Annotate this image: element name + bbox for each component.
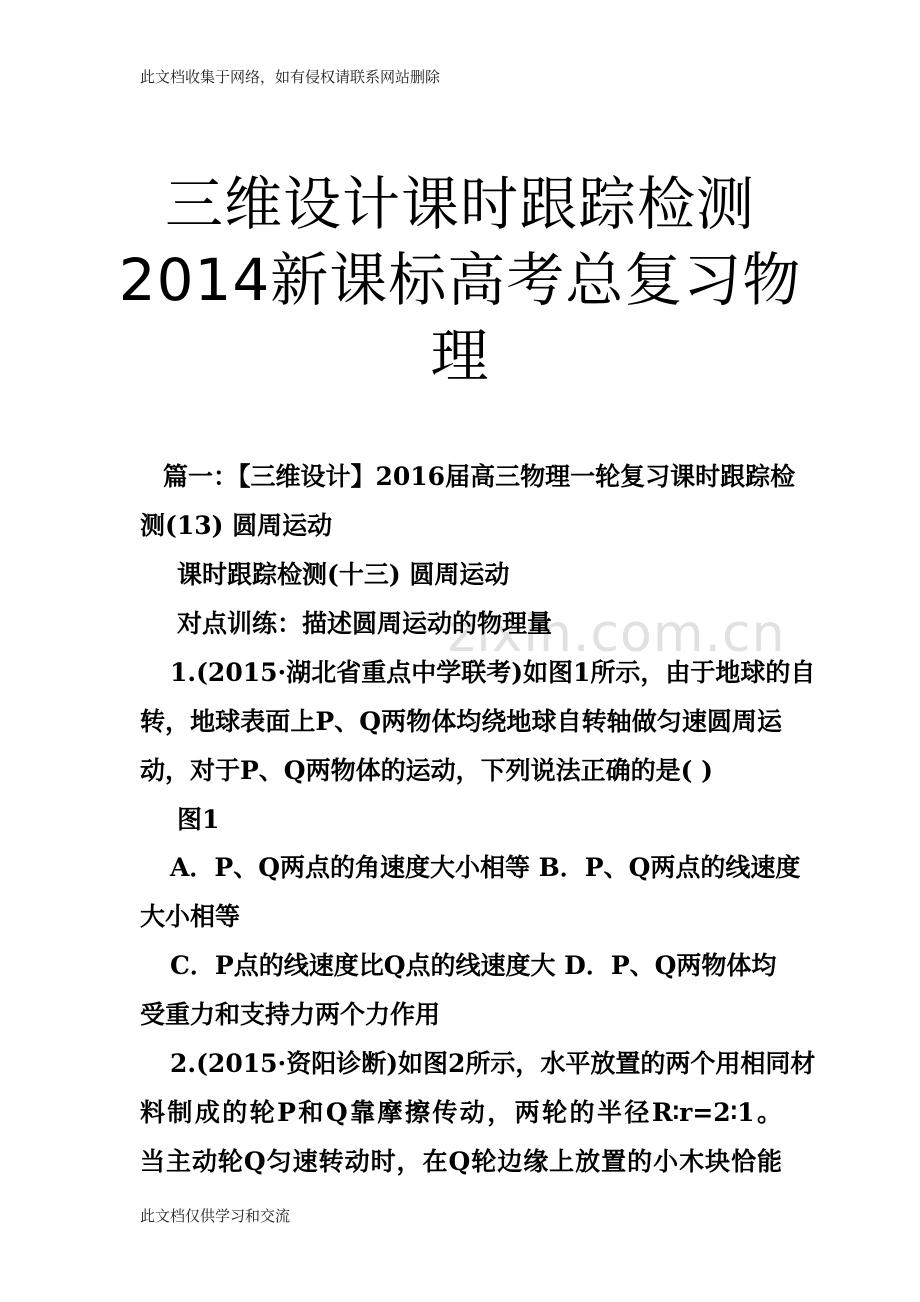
article-heading: 篇一：【三维设计】2016届高三物理一轮复习课时跟踪检: [163, 462, 796, 491]
options-ab: A．P、Q两点的角速度大小相等 B．P、Q两点的线速度: [170, 853, 801, 882]
title-line-2: 2014新课标高考总复习物: [118, 246, 802, 314]
figure-label-1: 图1: [177, 805, 220, 834]
section-title: 课时跟踪检测(十三) 圆周运动: [177, 560, 510, 589]
question-2-line-2: 料制成的轮P和Q靠摩擦传动，两轮的半径R∶r=2∶1。: [140, 1098, 782, 1127]
footer-note: 此文档仅供学习和交流: [140, 1207, 291, 1225]
watermark: zixin.com.cn: [448, 604, 786, 664]
question-1-line-3: 动，对于P、Q两物体的运动，下列说法正确的是( ): [140, 756, 713, 785]
title-line-1: 三维设计课时跟踪检测: [164, 170, 755, 238]
question-2-line-3: 当主动轮Q匀速转动时，在Q轮边缘上放置的小木块恰能: [140, 1147, 782, 1176]
options-cd-cont: 受重力和支持力两个力作用: [140, 1000, 441, 1029]
options-ab-cont: 大小相等: [140, 902, 241, 931]
question-1: 1.(2015·湖北省重点中学联考)如图1所示，由于地球的自: [170, 658, 816, 687]
title-line-3: 理: [430, 322, 490, 390]
document-title: [0, 166, 920, 394]
question-2: 2.(2015·资阳诊断)如图2所示，水平放置的两个用相同材: [170, 1049, 816, 1078]
options-cd: C．P点的线速度比Q点的线速度大 D．P、Q两物体均: [170, 951, 777, 980]
article-heading-cont: 测(13) 圆周运动: [140, 511, 333, 540]
question-1-line-2: 转，地球表面上P、Q两物体均绕地球自转轴做匀速圆周运: [140, 707, 782, 736]
header-note: 此文档收集于网络，如有侵权请联系网站删除: [140, 68, 441, 86]
subsection-title: 对点训练：描述圆周运动的物理量: [177, 609, 553, 638]
